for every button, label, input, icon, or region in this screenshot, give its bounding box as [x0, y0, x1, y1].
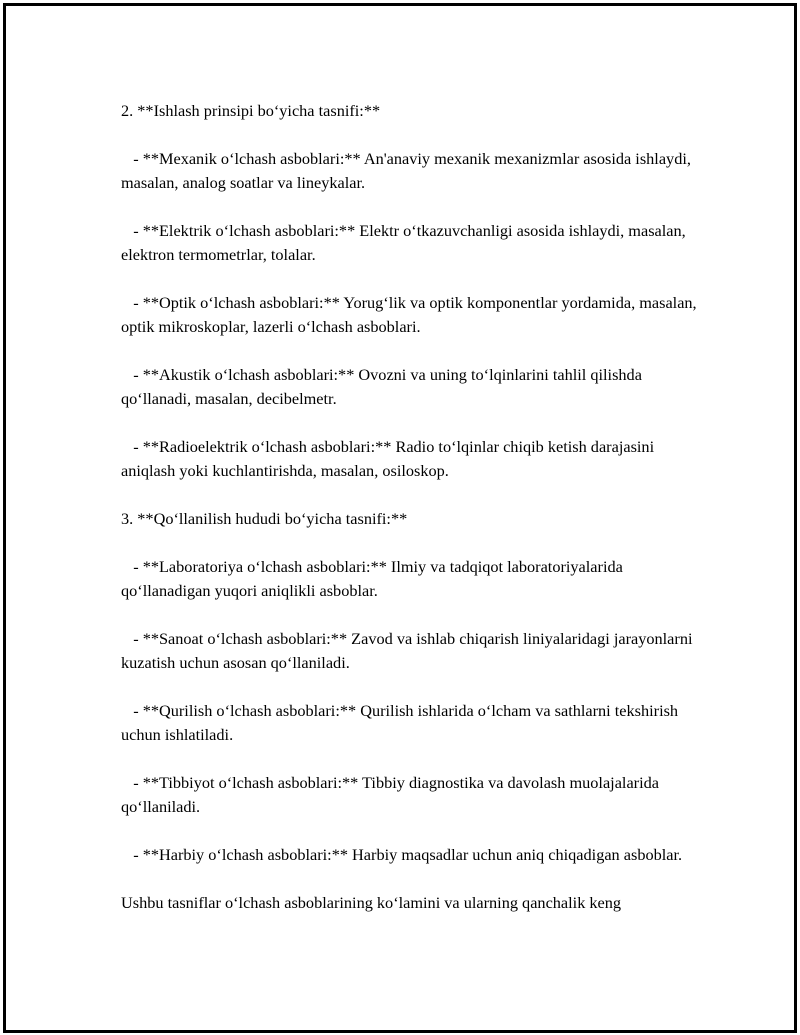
list-item-acoustic: - **Akustik o‘lchash asboblari:** Ovozni va uning to‘lqinlarini tahlil qilishda qo‘llanadi, masalan, decibelmetr. [121, 365, 647, 408]
list-item-radioelectric: - **Radioelektrik o‘lchash asboblari:** Radio to‘lqinlar chiqib ketish darajasini aniqlash yoki kuchlantirishda, masalan, osiloskop. [121, 437, 659, 480]
list-item-construction: - **Qurilish o‘lchash asboblari:** Qurilish ishlarida o‘lcham va sathlarni tekshirish uchun ishlatiladi. [121, 701, 683, 744]
list-item-mechanical: - **Mexanik o‘lchash asboblari:** An'anaviy mexanik mexanizmlar asosida ishlaydi, masalan, analog soatlar va lineykalar. [121, 149, 696, 192]
closing-paragraph: Ushbu tasniflar o‘lchash asboblarining ko‘lamini va ularning qanchalik keng [121, 893, 622, 912]
list-item-optical: - **Optik o‘lchash asboblari:** Yorug‘lik va optik komponentlar yordamida, masalan, optik mikroskoplar, lazerli o‘lchash asboblari. [121, 293, 701, 336]
section-heading-2: 2. **Ishlash prinsipi bo‘yicha tasnifi:** [121, 101, 381, 120]
section-heading-3: 3. **Qo‘llanilish hududi bo‘yicha tasnifi:** [121, 509, 408, 528]
list-item-laboratory: - **Laboratoriya o‘lchash asboblari:** Ilmiy va tadqiqot laboratoriyalarida qo‘llanadigan yuqori aniqlikli asboblar. [121, 557, 627, 600]
list-item-industrial: - **Sanoat o‘lchash asboblari:** Zavod va ishlab chiqarish liniyalaridagi jarayonlarni kuzatish uchun asosan qo‘llaniladi. [121, 629, 697, 672]
list-item-military: - **Harbiy o‘lchash asboblari:** Harbiy maqsadlar uchun aniq chiqadigan asboblar. [121, 845, 683, 864]
list-item-electrical: - **Elektrik o‘lchash asboblari:** Elektr o‘tkazuvchanligi asosida ishlaydi, masalan, elektron termometrlar, tolalar. [121, 221, 690, 264]
document-body [121, 99, 701, 915]
list-item-medical: - **Tibbiyot o‘lchash asboblari:** Tibbiy diagnostika va davolash muolajalarida qo‘llaniladi. [121, 773, 664, 816]
page-frame [3, 3, 797, 1033]
